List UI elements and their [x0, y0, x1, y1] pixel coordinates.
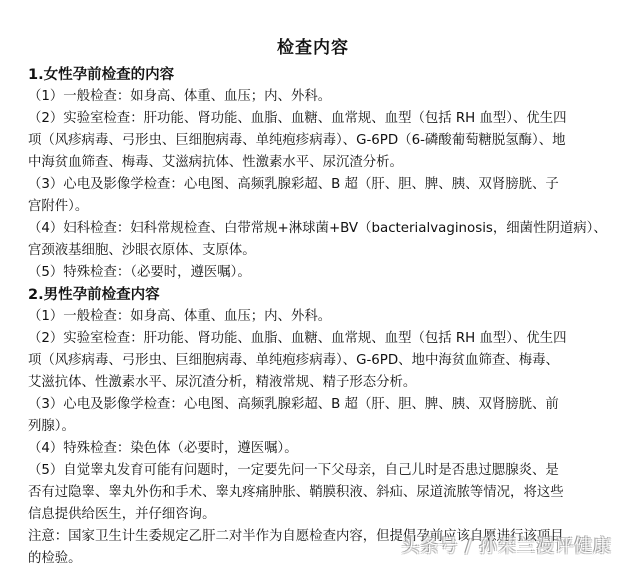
- document-title: 检查内容: [277, 38, 349, 58]
- male-line-7: （4）特殊检查：染色体（必要时，遵医嘱）。: [28, 441, 298, 456]
- note-line-2: 的检验。: [28, 551, 82, 566]
- male-line-9: 否有过隐睾、睾丸外伤和手术、睾丸疼痛肿胀、鞘膜积液、斜疝、尿道流脓等情况，将这些: [28, 485, 564, 500]
- male-line-4: 艾滋抗体、性激素水平、尿沉渣分析，精液常规、精子形态分析。: [28, 375, 417, 390]
- male-line-3: 项（风疹病毒、弓形虫、巨细胞病毒、单纯疱疹病毒）、G-6PD、地中海贫血筛查、梅毒、: [28, 353, 559, 368]
- female-line-8: 宫颈液基细胞、沙眼衣原体、支原体。: [28, 243, 256, 258]
- watermark: 头条号 / 孙荣兰漫评健康: [401, 536, 612, 557]
- female-line-2: （2）实验室检查：肝功能、肾功能、血脂、血糖、血常规、血型（包括 RH 血型）、优生四: [28, 111, 567, 126]
- document-body: [28, 64, 608, 570]
- female-line-5: （3）心电及影像学检查：心电图、高频乳腺彩超、B 超（肝、胆、脾、胰、双肾膀胱、子: [28, 177, 559, 192]
- female-line-6: 宫附件）。: [28, 199, 89, 214]
- section-female: [28, 64, 608, 284]
- male-line-8: （5）自觉睾丸发育可能有问题时，一定要先问一下父母亲，自己儿时是否患过腮腺炎、是: [28, 463, 559, 478]
- male-line-5: （3）心电及影像学检查：心电图、高频乳腺彩超、B 超（肝、胆、脾、胰、双肾膀胱、前: [28, 397, 559, 412]
- female-line-3: 项（风疹病毒、弓形虫、巨细胞病毒、单纯疱疹病毒）、G-6PD（6-磷酸葡萄糖脱氢酶）、地: [28, 133, 566, 148]
- male-line-10: 信息提供给医生，并仔细咨询。: [28, 507, 216, 522]
- female-line-1: （1）一般检查：如身高、体重、血压；内、外科。: [28, 89, 332, 104]
- section-heading-female: 1.女性孕前检查的内容: [28, 67, 175, 83]
- female-line-4: 中海贫血筛查、梅毒、艾滋病抗体、性激素水平、尿沉渣分析。: [28, 155, 403, 170]
- note-line-1: 注意：国家卫生计生委规定乙肝二对半作为自愿检查内容，但提倡孕前应该自愿进行该项目: [28, 529, 564, 544]
- male-line-1: （1）一般检查：如身高、体重、血压；内、外科。: [28, 309, 332, 324]
- section-heading-male: 2.男性孕前检查内容: [28, 287, 160, 303]
- section-male: [28, 284, 608, 570]
- female-line-7: （4）妇科检查：妇科常规检查、白带常规+淋球菌+BV（bacterialvaginosis，细菌性阴道病）、: [28, 221, 607, 236]
- male-line-2: （2）实验室检查：肝功能、肾功能、血脂、血糖、血常规、血型（包括 RH 血型）、优生四: [28, 331, 567, 346]
- male-line-6: 列腺）。: [28, 419, 75, 434]
- female-line-9: （5）特殊检查：（必要时，遵医嘱）。: [28, 265, 251, 280]
